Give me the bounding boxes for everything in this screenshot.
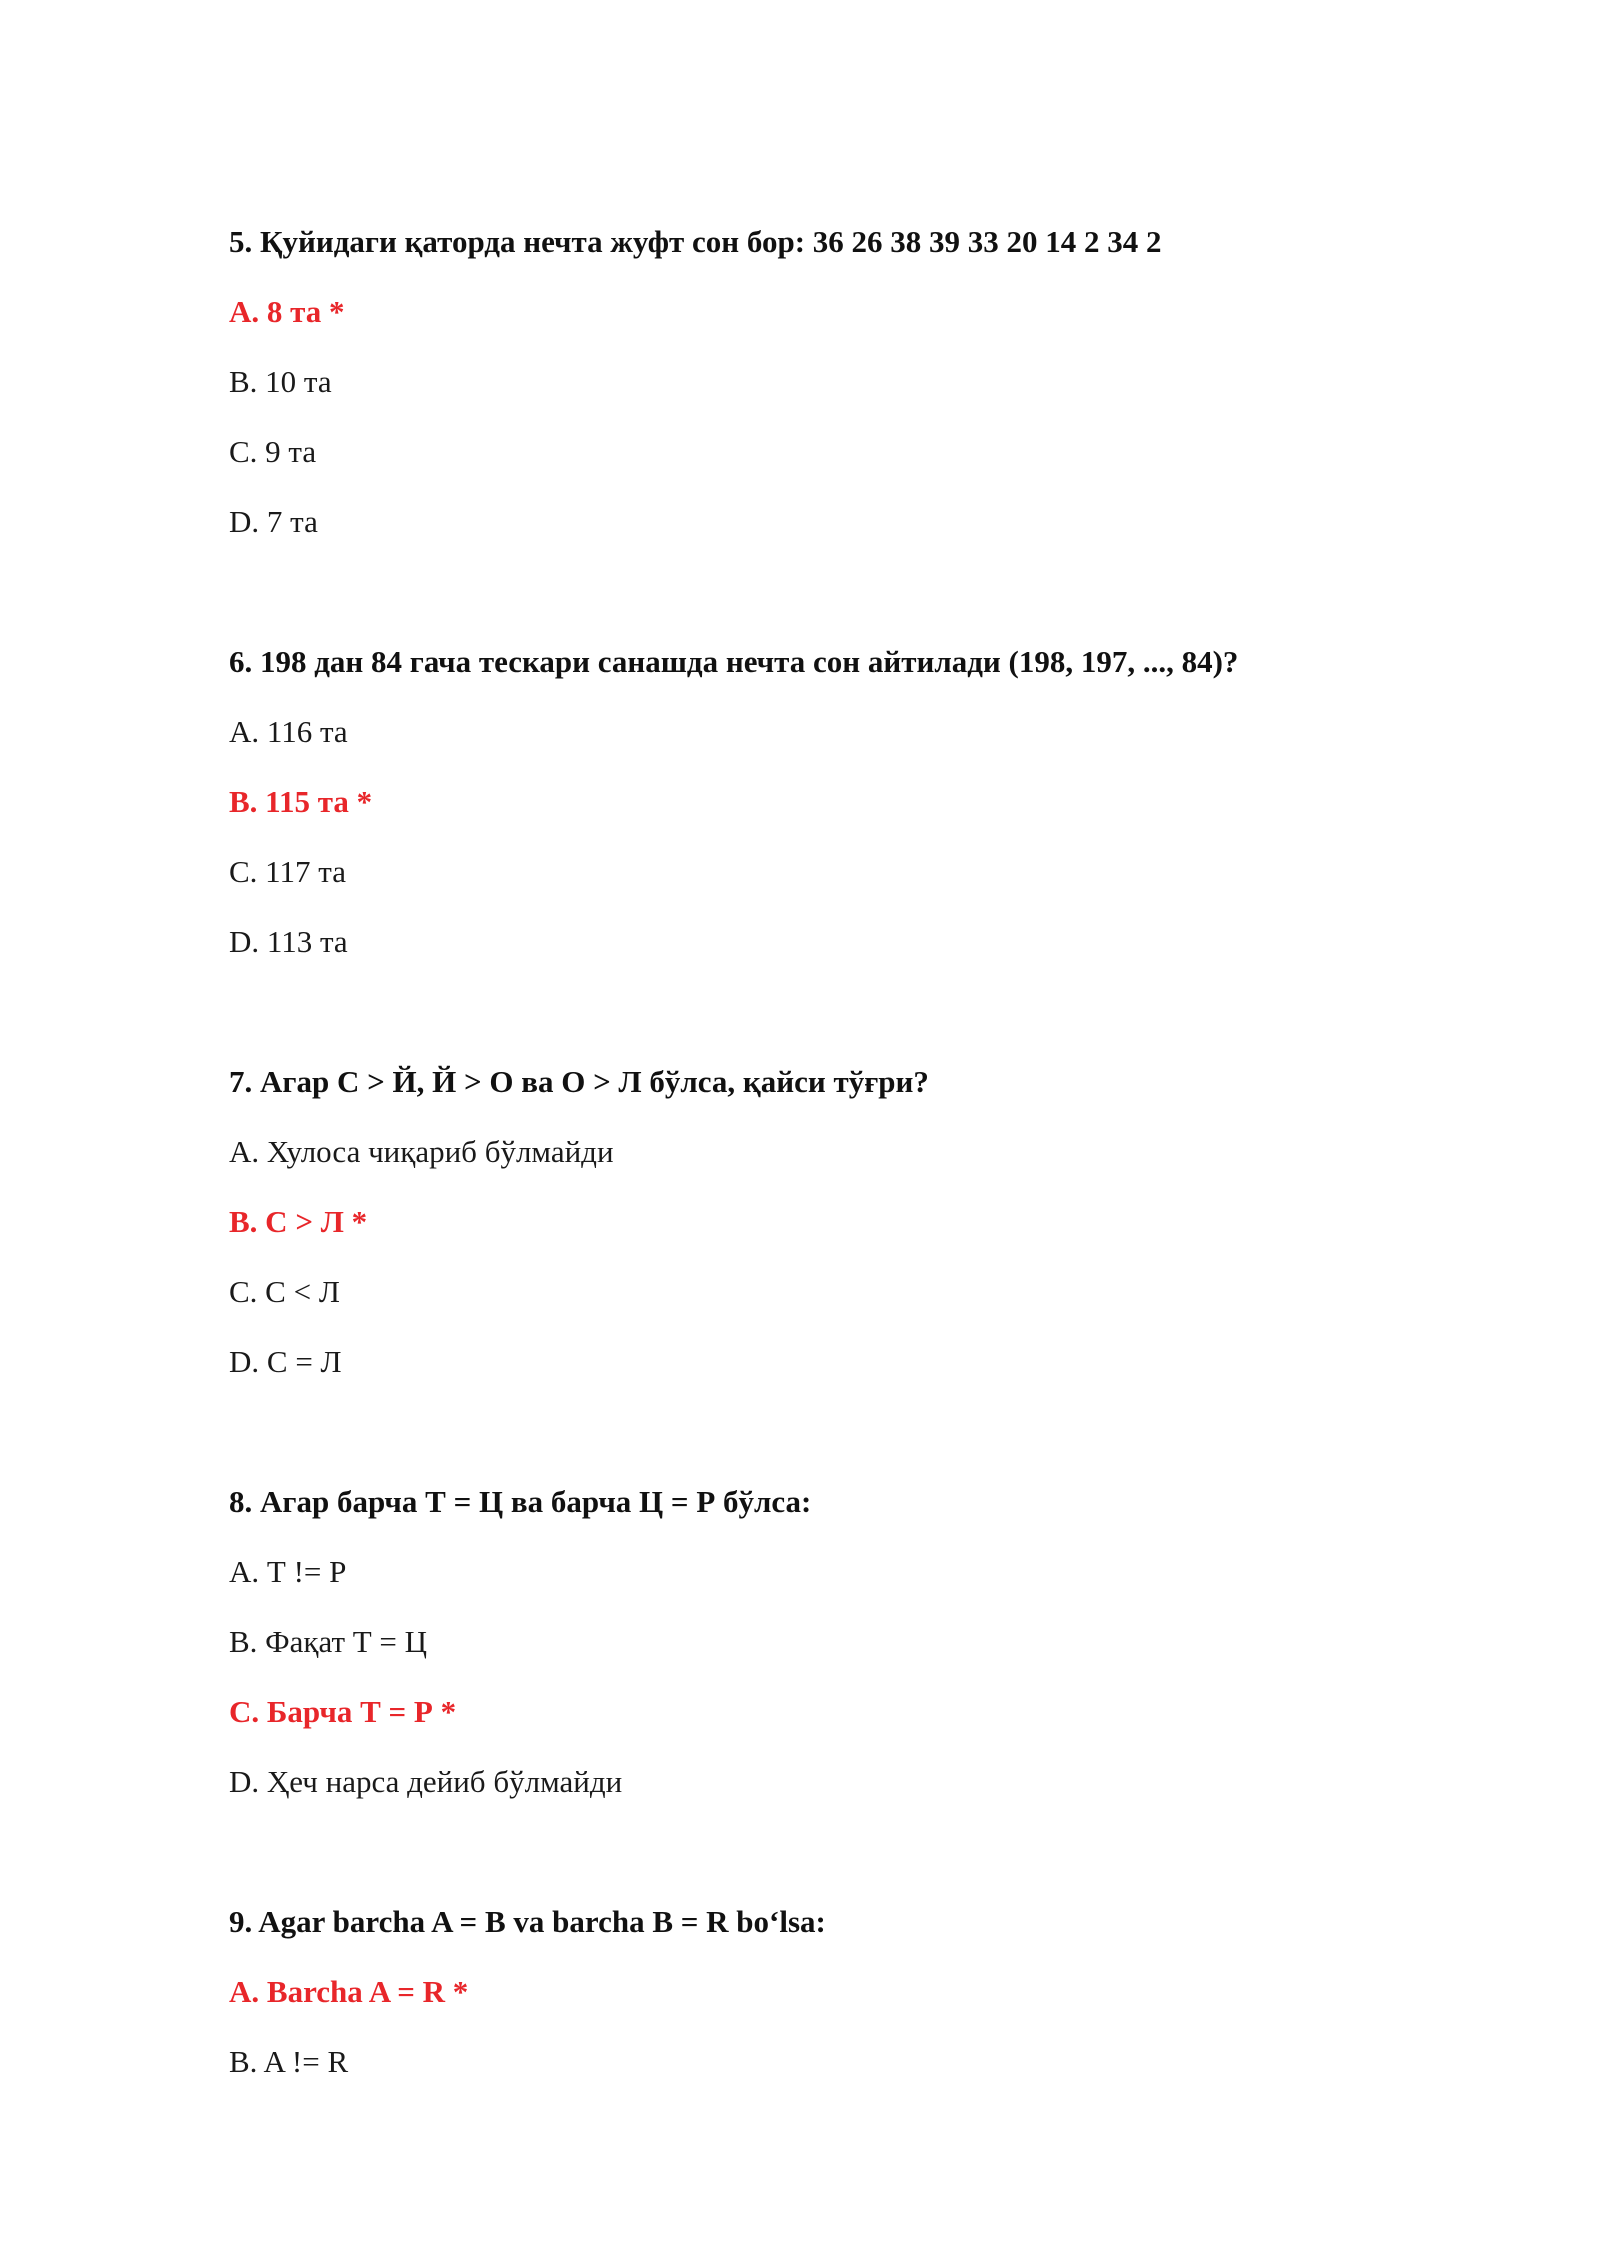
question-5-option-a: A. 8 та * xyxy=(229,294,345,329)
question-8-option-b: B. Фақат Т = Ц xyxy=(229,1624,428,1659)
question-8-text: 8. Агар барча Т = Ц ва барча Ц = Р бўлса: xyxy=(229,1484,812,1519)
question-7-option-a: A. Хулоса чиқариб бўлмайди xyxy=(229,1134,614,1169)
question-9-text: 9. Agar barcha A = B va barcha B = R bo‘lsa: xyxy=(229,1904,826,1939)
question-8-option-c: C. Барча Т = Р * xyxy=(229,1694,457,1729)
question-7-option-b: B. С > Л * xyxy=(229,1204,368,1239)
question-9-option-b: B. A != R xyxy=(229,2044,349,2079)
question-6-option-d: D. 113 та xyxy=(229,924,348,959)
question-7-option-c: C. С < Л xyxy=(229,1274,340,1309)
question-5-option-b: B. 10 та xyxy=(229,364,332,399)
question-5-option-d: D. 7 та xyxy=(229,504,318,539)
question-5-text: 5. Қуйидаги қаторда нечта жуфт сон бор: 36 26 38 39 33 20 14 2 34 2 xyxy=(229,224,1162,259)
question-6-option-a: A. 116 та xyxy=(229,714,348,749)
question-7-option-d: D. С = Л xyxy=(229,1344,342,1379)
question-8-option-a: A. Т != Р xyxy=(229,1554,347,1589)
question-7-text: 7. Агар С > Й, Й > О ва О > Л бўлса, қайси тўғри? xyxy=(229,1064,929,1099)
question-6-text: 6. 198 дан 84 гача тескари санашда нечта сон айтилади (198, 197, ..., 84)? xyxy=(229,644,1239,679)
question-8-option-d: D. Ҳеч нарса дейиб бўлмайди xyxy=(229,1764,623,1799)
question-5-option-c: C. 9 та xyxy=(229,434,317,469)
question-6-option-b: B. 115 та * xyxy=(229,784,373,819)
question-9-option-a: A. Barcha A = R * xyxy=(229,1974,469,2009)
question-6-option-c: C. 117 та xyxy=(229,854,346,889)
